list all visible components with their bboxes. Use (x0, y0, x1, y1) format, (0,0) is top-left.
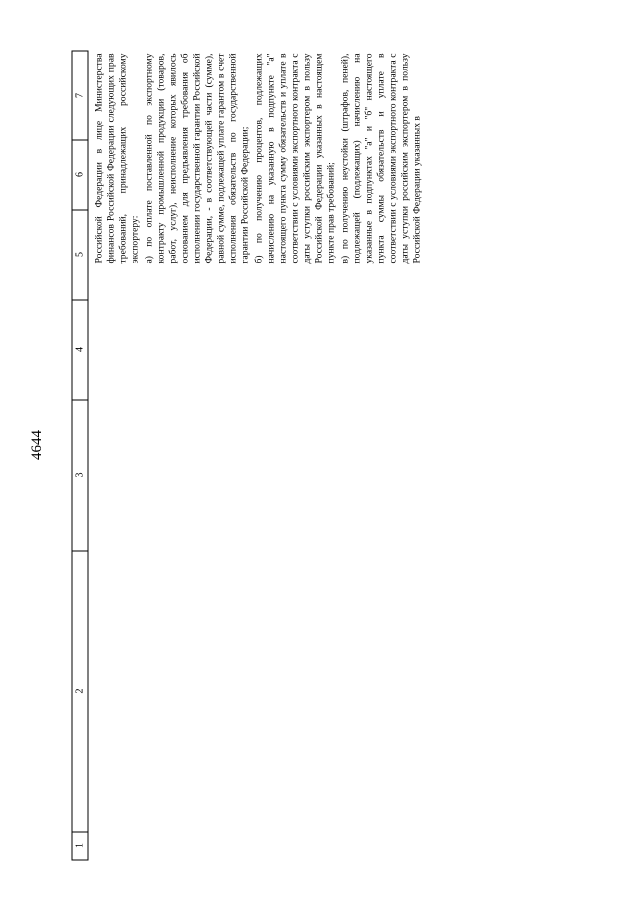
column-divider (72, 400, 89, 401)
column-divider (72, 832, 89, 833)
column-divider (72, 551, 89, 552)
column-divider (72, 140, 89, 141)
column-header-5: 5 (74, 252, 86, 257)
column-header-3: 3 (74, 472, 86, 478)
column-header-4: 4 (74, 347, 86, 352)
table-header-row (72, 51, 89, 861)
column-header-6: 6 (74, 172, 86, 177)
column-divider (72, 300, 89, 301)
column-7-item-a: а) по оплате поставленной по экспортному контракту промышленной продукции (товаров, работ, услуг), неисполнение которых явилось основанием для предъявления требования об исполнении государственной гарантии Российской Федерации, - в соответствующей части (сумме), равной сумме, подлежащей уплате гарантом в счет исполнения обязательств по государственной гарантии Российской Федерации; (143, 53, 251, 264)
column-header-7: 7 (74, 93, 86, 98)
column-header-2: 2 (74, 688, 86, 694)
column-divider (72, 210, 89, 211)
column-7-item-b: б) по получению процентов, подлежащих начислению на указанную в подпункте "а" настоящего пункта сумму обязательств и уплате в соответствии с условиями экспортного контракта с даты уступки российским экспортером в пользу Российской Федерации указанных в настоящем пункте прав требований; (253, 53, 337, 264)
document-table (72, 51, 549, 861)
column-7-item-c: в) по получению неустойки (штрафов, пеней), подлежащей (подлежащих) начислению на указанные в подпунктах "а" и "б" настоящего пункта суммы обязательств и уплате в соответствии с условиями экспортного контракта с даты уступки российским экспортером в пользу Российской Федерации указанных в (339, 53, 423, 264)
page-number: 4644 (28, 430, 45, 460)
column-7-content (94, 54, 426, 264)
rotated-page (72, 51, 549, 861)
column-7-intro: Российской Федерации в лице Министерства финансов Российской Федерации следующих прав требований, принадлежащих российскому экспортеру: (93, 53, 141, 264)
column-header-1: 1 (74, 843, 86, 848)
